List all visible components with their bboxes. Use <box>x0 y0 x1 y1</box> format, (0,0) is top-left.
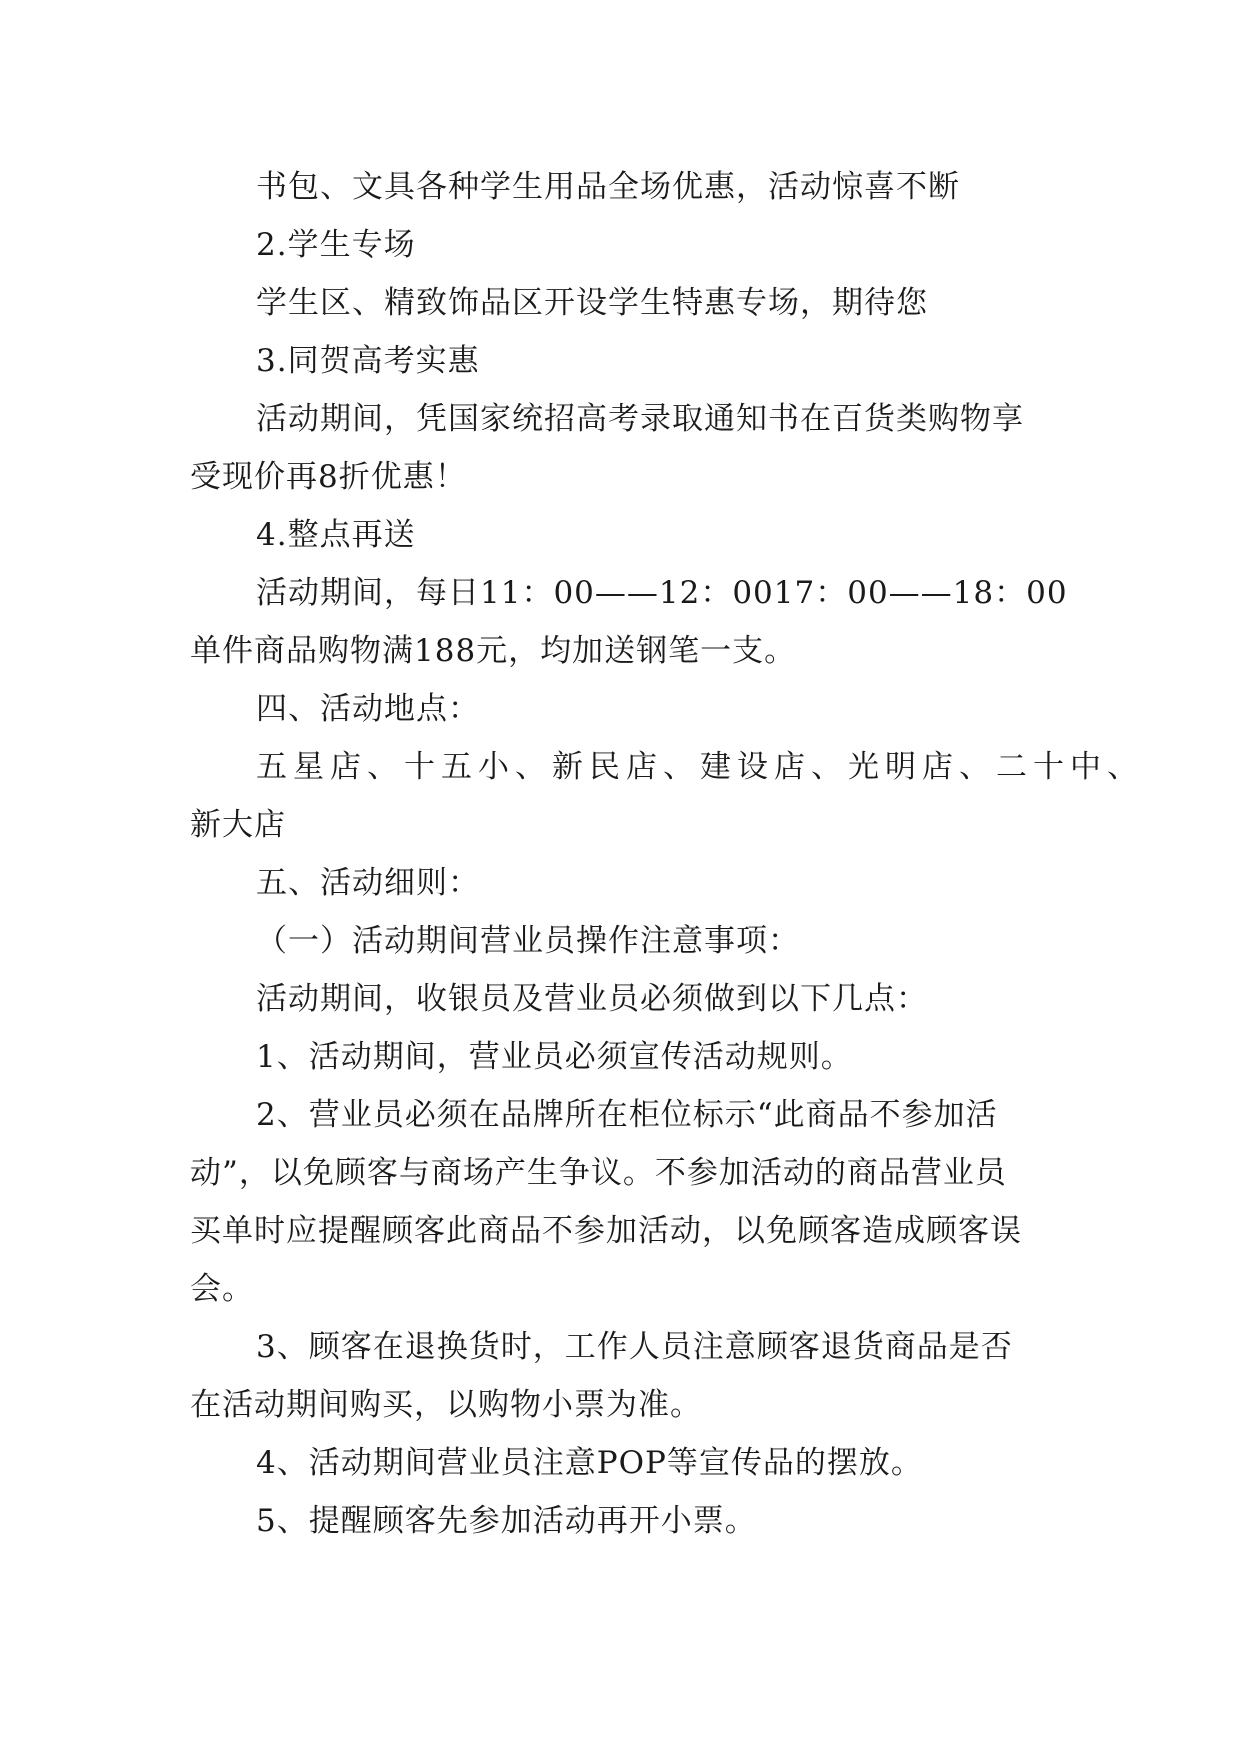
paragraph-line: 受现价再8折优惠！ <box>190 459 467 495</box>
section-heading: 四、活动地点： <box>256 691 480 727</box>
list-item: 4、活动期间营业员注意POP等宣传品的摆放。 <box>256 1445 923 1481</box>
list-item: 1、活动期间，营业员必须宣传活动规则。 <box>256 1039 853 1075</box>
paragraph-line: 学生区、精致饰品区开设学生特惠专场，期待您 <box>256 285 928 321</box>
paragraph-line: 五星店、十五小、新民店、建设店、光明店、二十中、 <box>256 749 1144 785</box>
section-heading: 五、活动细则： <box>256 865 480 901</box>
paragraph-line: 会。 <box>190 1271 254 1307</box>
paragraph-line: 单件商品购物满188元，均加送钢笔一支。 <box>190 633 797 669</box>
list-item: 5、提醒顾客先参加活动再开小票。 <box>256 1503 757 1539</box>
section-heading: 3.同贺高考实惠 <box>256 343 480 379</box>
section-heading: 2.学生专场 <box>256 227 416 263</box>
list-item: 2、营业员必须在品牌所在柜位标示“此商品不参加活 <box>256 1097 998 1133</box>
section-heading: 4.整点再送 <box>256 517 416 553</box>
paragraph-line: 动”，以免顾客与商场产生争议。不参加活动的商品营业员 <box>190 1155 1007 1191</box>
paragraph-line: 新大店 <box>190 807 286 843</box>
paragraph-line: 活动期间，每日11：00——12：0017：00——18：00 <box>256 575 1068 611</box>
subsection-heading: （一）活动期间营业员操作注意事项： <box>256 923 800 959</box>
paragraph-line: 买单时应提醒顾客此商品不参加活动，以免顾客造成顾客误 <box>190 1213 1022 1249</box>
document-page <box>190 158 1144 1550</box>
paragraph-line: 活动期间，凭国家统招高考录取通知书在百货类购物享 <box>256 401 1024 437</box>
paragraph-line: 活动期间，收银员及营业员必须做到以下几点： <box>256 981 928 1017</box>
list-item: 3、顾客在退换货时，工作人员注意顾客退货商品是否 <box>256 1329 1013 1365</box>
paragraph-line: 在活动期间购买，以购物小票为准。 <box>190 1387 702 1423</box>
paragraph-line: 书包、文具各种学生用品全场优惠，活动惊喜不断 <box>256 169 960 205</box>
